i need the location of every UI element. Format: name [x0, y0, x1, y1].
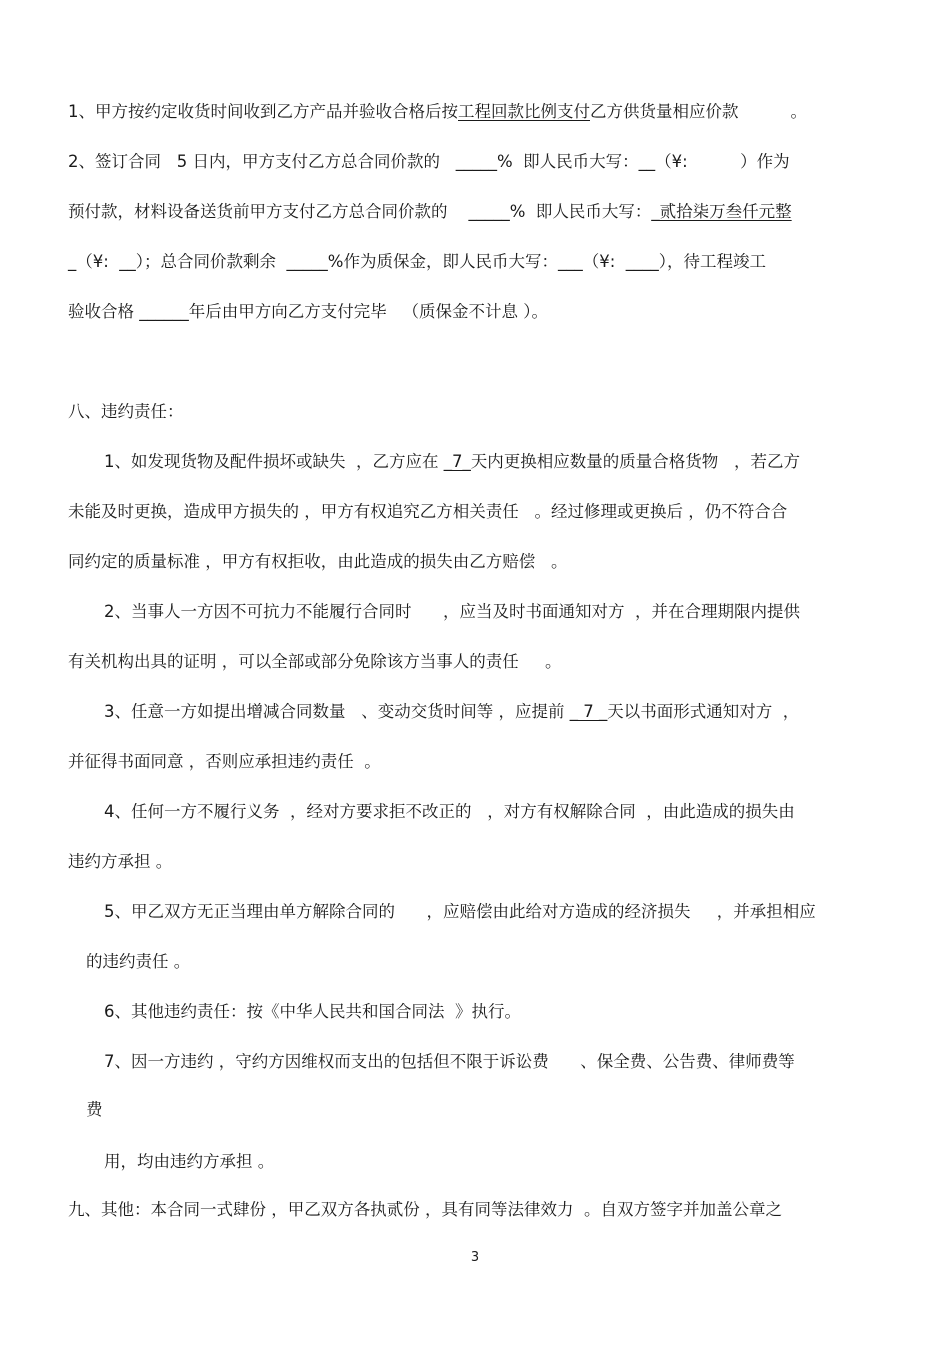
payment-clause-1: 1、甲方按约定收货时间收到乙方产品并验收合格后按工程回款比例支付乙方供货量相应价款 。 — [68, 102, 807, 121]
liability-item-5-line-2: 的违约责任 。 — [86, 952, 191, 971]
liability-item-6: 6、其他违约责任：按《中华人民共和国合同法 》执行。 — [104, 1002, 521, 1021]
liability-item-1-line-2: 未能及时更换，造成甲方损失的 ，甲方有权追究乙方相关责任 。经过修理或更换后 ，仍不符合合 — [68, 502, 788, 521]
liability-item-7-line-1: 7、因一方违约 ，守约方因维权而支出的包括但不限于诉讼费 、保全费、公告费、律师费等 — [104, 1052, 795, 1071]
section-8-heading: 八、违约责任： — [68, 402, 184, 421]
liability-item-3-line-1: 3、任意一方如提出增减合同数量 、变动交货时间等 ，应提前 _ 7 _天以书面形式通知对方 ， — [104, 702, 800, 721]
underlined-term: 工程回款比例支付 — [458, 102, 590, 121]
liability-item-5-line-1: 5、甲乙双方无正当理由单方解除合同的 ，应赔偿由此给对方造成的经济损失 ，并承担相应 — [104, 902, 816, 921]
liability-item-1-line-1: 1、如发现货物及配件损坏或缺失 ，乙方应在 _7_天内更换相应数量的质量合格货物 ，若乙方 — [104, 452, 800, 471]
payment-clause-2-line-4: 验收合格 ______年后由甲方向乙方支付完毕 （质保金不计息 ）。 — [68, 302, 548, 321]
payment-clause-2-line-1: 2、签订合同 5 日内，甲方支付乙方总合同价款的 _____% 即人民币大写：__（¥: ）作为 — [68, 152, 790, 171]
liability-item-2-line-2: 有关机构出具的证明 ，可以全部或部分免除该方当事人的责任 。 — [68, 652, 562, 671]
liability-item-4-line-1: 4、任何一方不履行义务 ，经对方要求拒不改正的 ，对方有权解除合同 ，由此造成的损失由 — [104, 802, 795, 821]
liability-item-4-line-2: 违约方承担 。 — [68, 852, 173, 871]
liability-item-7-line-2: 费 — [86, 1100, 103, 1119]
payment-clause-2-line-3: _（¥: __）；总合同价款剩余 _____%作为质保金，即人民币大写：___（¥: ____），待工程竣工 — [68, 252, 767, 271]
liability-item-7-line-3: 用，均由违约方承担 。 — [104, 1152, 275, 1171]
liability-item-1-line-3: 同约定的质量标准 ，甲方有权拒收，由此造成的损失由乙方赔偿 。 — [68, 552, 568, 571]
page-number: 3 — [470, 1250, 480, 1265]
days-value: _7_ — [443, 452, 471, 471]
liability-item-3-line-2: 并征得书面同意 ，否则应承担违约责任 。 — [68, 752, 381, 771]
section-9-text: 九、其他：本合同一式肆份 ，甲乙双方各执贰份 ，具有同等法律效力 。自双方签字并加盖公章之 — [68, 1200, 782, 1219]
days-value: _ 7 _ — [569, 702, 608, 721]
amount-in-words: _贰拾柒万叁仟元整 — [651, 202, 792, 221]
payment-clause-2-line-2: 预付款，材料设备送货前甲方支付乙方总合同价款的 _____% 即人民币大写：_贰拾柒万叁仟元整 — [68, 202, 792, 221]
liability-item-2-line-1: 2、当事人一方因不可抗力不能履行合同时 ，应当及时书面通知对方 ，并在合理期限内提供 — [104, 602, 800, 621]
